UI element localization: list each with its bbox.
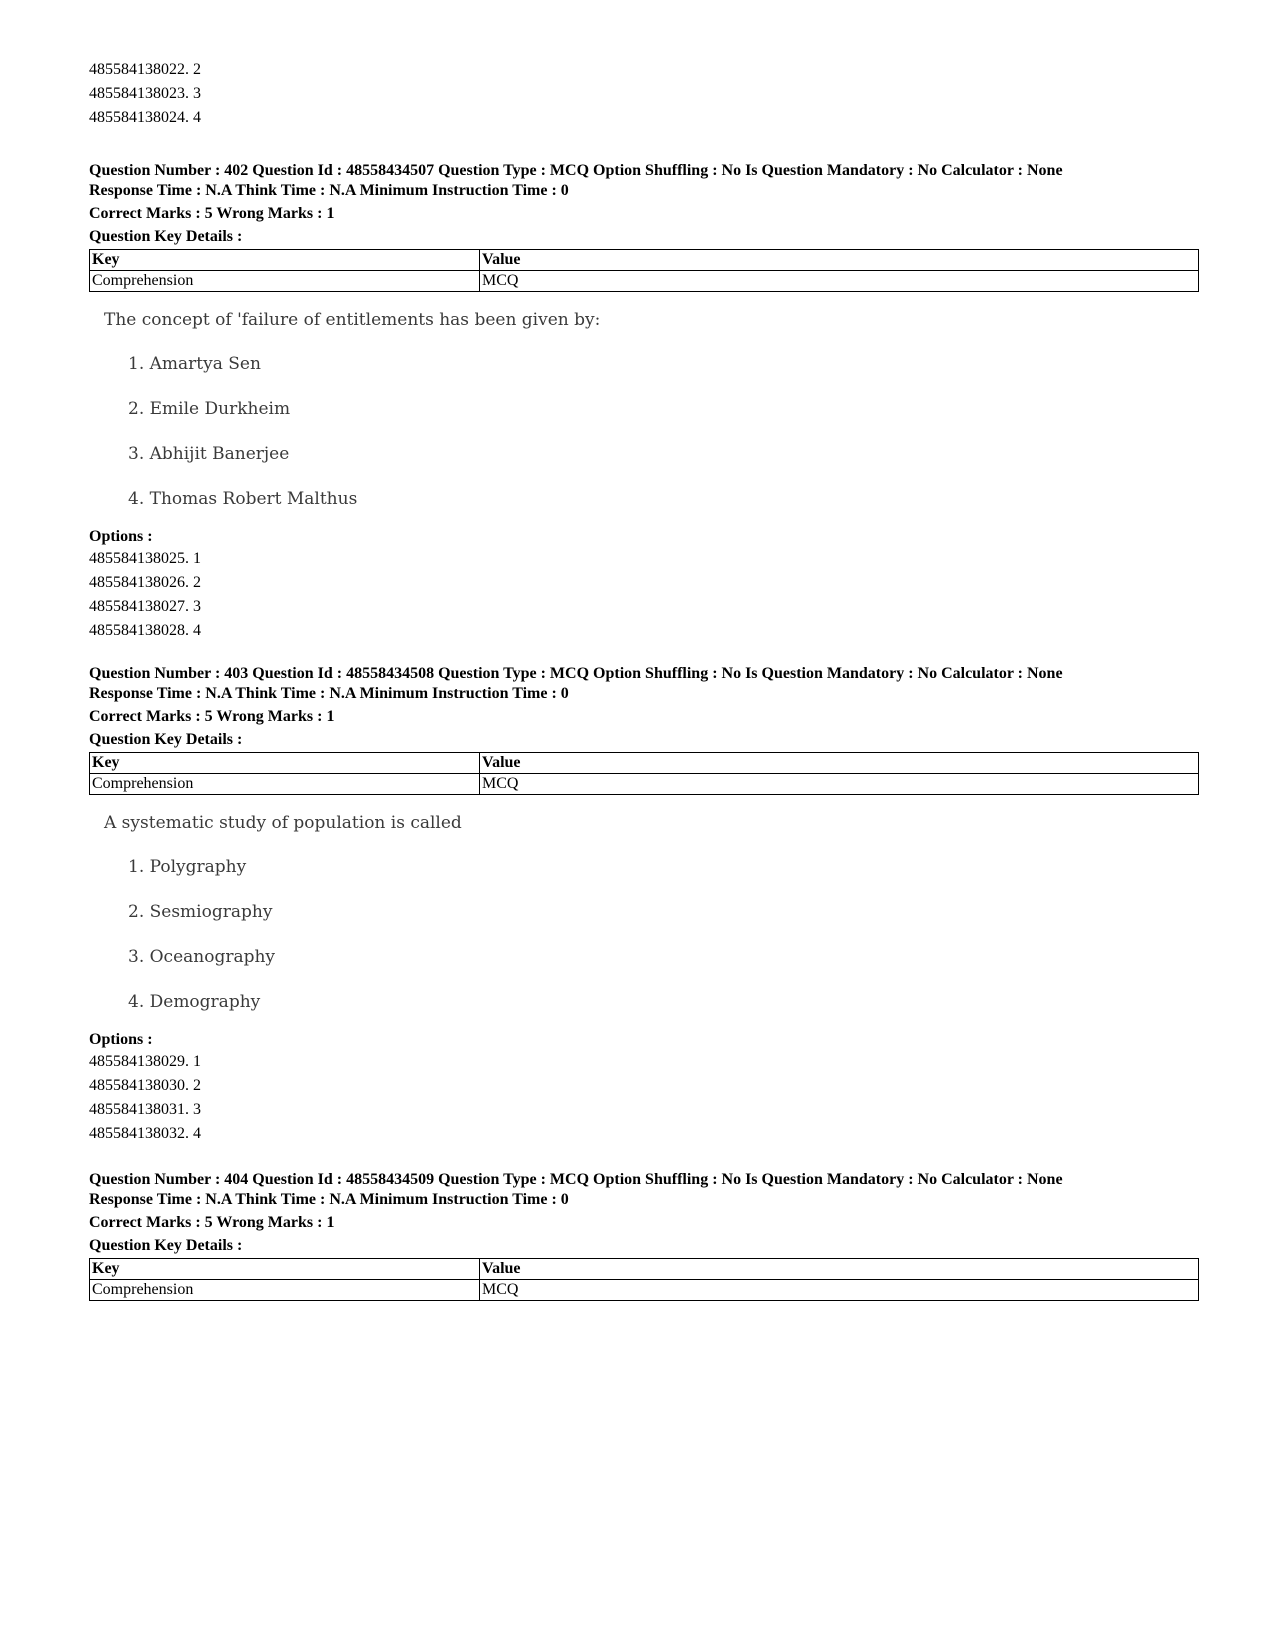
answer-choice: 1. Polygraphy: [128, 857, 247, 877]
table-row: [90, 271, 1199, 292]
table-header-value: Value: [480, 1259, 1199, 1280]
table-header-value: Value: [480, 753, 1199, 774]
answer-choice: 3. Oceanography: [128, 947, 276, 967]
question-stem: A systematic study of population is called: [104, 813, 462, 833]
option-line: 485584138023. 3: [89, 85, 201, 102]
options-label: Options :: [89, 528, 153, 545]
table-cell-key: Comprehension: [90, 271, 480, 292]
table-cell-key: Comprehension: [90, 774, 480, 795]
answer-choice: 4. Demography: [128, 992, 261, 1012]
marks-line: Correct Marks : 5 Wrong Marks : 1: [89, 708, 335, 725]
table-header-row: [90, 250, 1199, 271]
answer-choice: 3. Abhijit Banerjee: [128, 444, 290, 464]
table-header-key: Key: [90, 753, 480, 774]
option-line: 485584138024. 4: [89, 109, 201, 126]
question-block-403: [89, 664, 1201, 1146]
answer-choice: 2. Emile Durkheim: [128, 399, 291, 419]
question-header-line2: Response Time : N.A Think Time : N.A Minimum Instruction Time : 0: [89, 685, 569, 702]
table-cell-value: MCQ: [480, 271, 1199, 292]
option-line: 485584138027. 3: [89, 598, 201, 615]
table-row: [90, 1280, 1199, 1301]
marks-line: Correct Marks : 5 Wrong Marks : 1: [89, 205, 335, 222]
option-line: 485584138030. 2: [89, 1077, 201, 1094]
table-cell-value: MCQ: [480, 1280, 1199, 1301]
table-row: [90, 774, 1199, 795]
key-details-label: Question Key Details :: [89, 228, 243, 245]
previous-options-list: [89, 58, 201, 130]
question-header-line2: Response Time : N.A Think Time : N.A Minimum Instruction Time : 0: [89, 1191, 569, 1208]
question-header-line1: Question Number : 402 Question Id : 48558434507 Question Type : MCQ Option Shuffling : No Is Question Mandatory : No Calculator : None: [89, 162, 1063, 179]
question-block-402: [89, 161, 1201, 643]
option-line: 485584138025. 1: [89, 550, 201, 567]
question-header-line2: Response Time : N.A Think Time : N.A Minimum Instruction Time : 0: [89, 182, 569, 199]
table-header-row: [90, 753, 1199, 774]
option-line: 485584138022. 2: [89, 61, 201, 78]
table-header-value: Value: [480, 250, 1199, 271]
option-line: 485584138031. 3: [89, 1101, 201, 1118]
question-header-line1: Question Number : 403 Question Id : 48558434508 Question Type : MCQ Option Shuffling : No Is Question Mandatory : No Calculator : None: [89, 665, 1063, 682]
marks-line: Correct Marks : 5 Wrong Marks : 1: [89, 1214, 335, 1231]
options-label: Options :: [89, 1031, 153, 1048]
table-cell-value: MCQ: [480, 774, 1199, 795]
key-details-label: Question Key Details :: [89, 1237, 243, 1254]
option-line: 485584138026. 2: [89, 574, 201, 591]
answer-choice: 1. Amartya Sen: [128, 354, 261, 374]
key-details-table: [89, 249, 1199, 292]
answer-choice: 4. Thomas Robert Malthus: [128, 489, 358, 509]
question-header-line1: Question Number : 404 Question Id : 48558434509 Question Type : MCQ Option Shuffling : No Is Question Mandatory : No Calculator : None: [89, 1171, 1063, 1188]
option-line: 485584138028. 4: [89, 622, 201, 639]
option-line: 485584138029. 1: [89, 1053, 201, 1070]
question-content-image: [89, 795, 1201, 1030]
question-stem: The concept of 'failure of entitlements has been given by:: [104, 310, 601, 330]
table-header-key: Key: [90, 1259, 480, 1280]
question-content-image: [89, 292, 1201, 527]
key-details-table: [89, 1258, 1199, 1301]
key-details-table: [89, 752, 1199, 795]
table-cell-key: Comprehension: [90, 1280, 480, 1301]
question-block-404: [89, 1170, 1201, 1301]
key-details-label: Question Key Details :: [89, 731, 243, 748]
table-header-row: [90, 1259, 1199, 1280]
option-line: 485584138032. 4: [89, 1125, 201, 1142]
answer-choice: 2. Sesmiography: [128, 902, 273, 922]
table-header-key: Key: [90, 250, 480, 271]
